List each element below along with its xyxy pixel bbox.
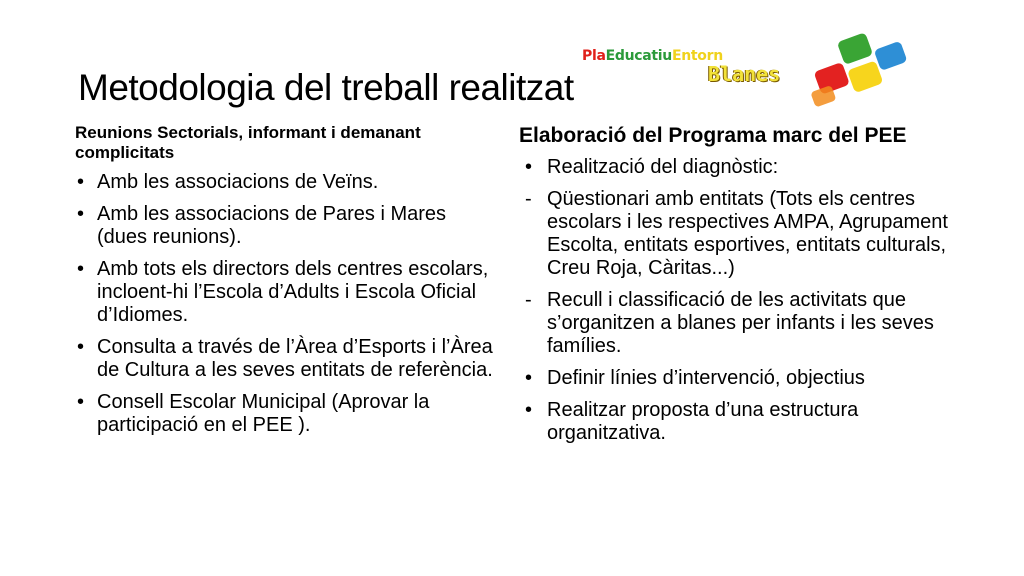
bullet-marker: •	[77, 391, 85, 413]
list-item-text: Recull i classificació de les activitats que s’organitzen a blanes per infants i les seves famílies.	[547, 289, 934, 357]
plan-educatiu-entorn-blanes-logo	[574, 32, 914, 112]
list-item-text: Realitzar proposta d’una estructura organitzativa.	[547, 399, 859, 444]
list-item	[75, 171, 495, 194]
bullet-marker: •	[525, 367, 533, 389]
right-column-heading: Elaboració del Programa marc del PEE	[519, 124, 907, 147]
list-item	[75, 336, 495, 382]
list-item	[519, 399, 949, 445]
logo-text-line1	[582, 48, 723, 64]
logo-word-pla: Pla	[582, 48, 606, 64]
list-item	[519, 289, 949, 358]
bullet-marker: •	[77, 203, 85, 225]
list-item	[75, 258, 495, 327]
list-item-text: Amb les associacions de Veïns.	[97, 171, 379, 193]
bullet-marker: •	[77, 171, 85, 193]
dash-marker: -	[525, 188, 532, 210]
right-column	[519, 123, 949, 454]
list-item-text: Amb les associacions de Pares i Mares (dues reunions).	[97, 203, 447, 248]
list-item	[75, 391, 495, 437]
bullet-marker: •	[525, 156, 533, 178]
list-item	[519, 367, 949, 390]
left-column	[75, 123, 495, 446]
logo-tile-green	[837, 32, 873, 65]
list-item-text: Amb tots els directors dels centres escolars, incloent-hi l’Escola d’Adults i Escola Oficial d’Idiomes.	[97, 258, 489, 326]
list-item	[519, 156, 949, 179]
list-item-text: Realització del diagnòstic:	[547, 156, 779, 178]
list-item	[519, 188, 949, 280]
list-item-text: Definir línies d’intervenció, objectius	[547, 367, 865, 389]
right-bullet-list	[519, 156, 949, 445]
list-item-text: Consulta a través de l’Àrea d’Esports i l’Àrea de Cultura a les seves entitats de referència.	[97, 336, 493, 381]
list-item	[75, 203, 495, 249]
logo-word-educatiu: Educatiu	[605, 48, 672, 64]
left-bullet-list	[75, 171, 495, 437]
slide-title: Metodologia del treball realitzat	[78, 67, 574, 108]
bullet-marker: •	[77, 336, 85, 358]
logo-tile-yellow	[847, 60, 883, 93]
list-item-text: Qüestionari amb entitats (Tots els centres escolars i les respectives AMPA, Agrupament Escolta, entitats esportives, entitats culturals, Creu Roja, Càritas...)	[547, 188, 948, 279]
bullet-marker: •	[77, 258, 85, 280]
logo-tile-blue	[874, 41, 908, 71]
left-column-heading: Reunions Sectorials, informant i demanant complicitats	[75, 123, 421, 162]
logo-tiles-graphic	[796, 32, 914, 112]
bullet-marker: •	[525, 399, 533, 421]
logo-word-entorn: Entorn	[671, 48, 723, 64]
dash-marker: -	[525, 289, 532, 311]
list-item-text: Consell Escolar Municipal (Aprovar la participació en el PEE ).	[97, 391, 430, 436]
logo-text-blanes: Blanes	[708, 62, 781, 86]
